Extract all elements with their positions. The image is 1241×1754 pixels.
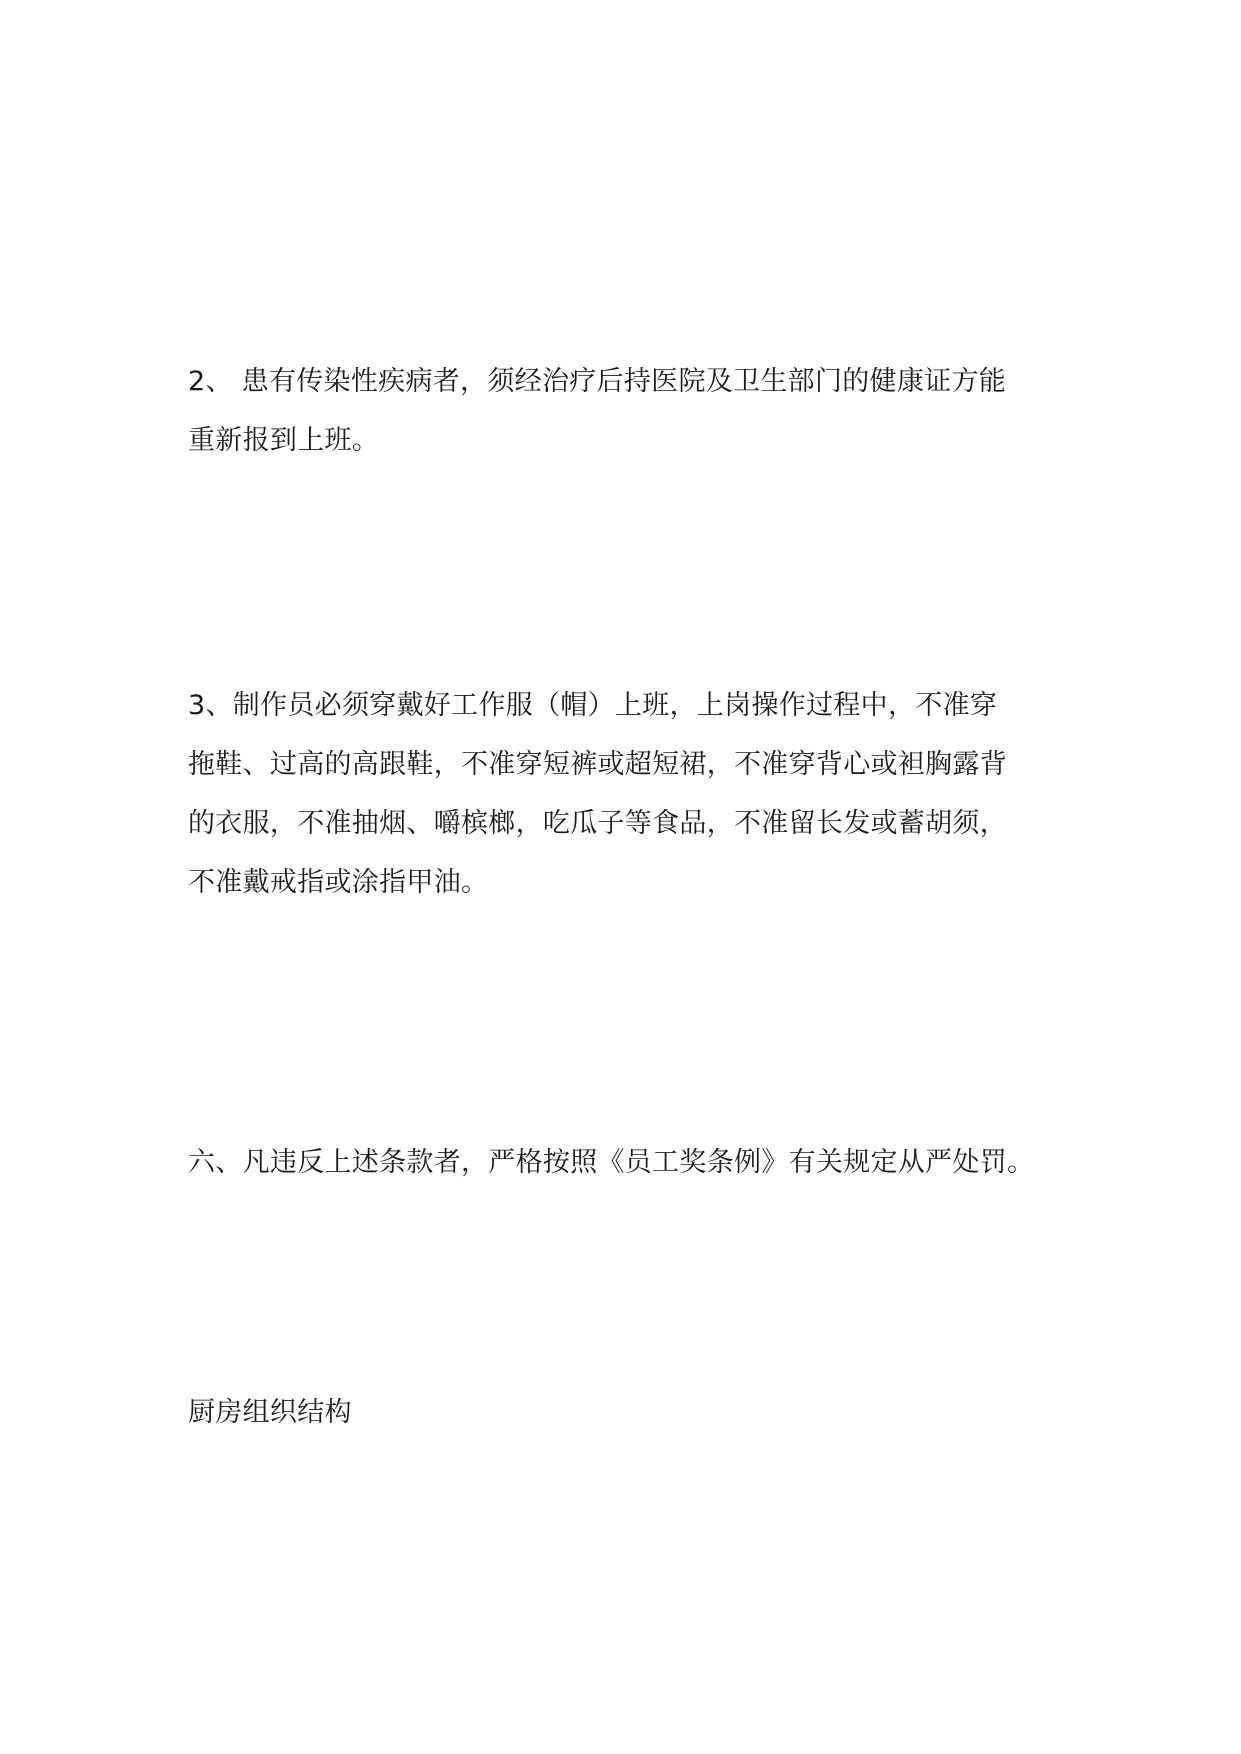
text-line: 3、制作员必须穿戴好工作服（帽）上班，上岗操作过程中，不准穿 bbox=[188, 690, 998, 721]
section-heading-kitchen-structure bbox=[188, 1383, 1088, 1442]
paragraph-health-certificate bbox=[188, 352, 1088, 470]
text-line: 重新报到上班。 bbox=[188, 425, 380, 456]
paragraph-dress-code bbox=[188, 676, 1088, 912]
text-line: 六、凡违反上述条款者，严格按照《员工奖条例》有关规定从严处罚。 bbox=[188, 1147, 1035, 1178]
text-line: 不准戴戒指或涂指甲油。 bbox=[188, 867, 489, 898]
paragraph-penalty bbox=[188, 1133, 1088, 1192]
text-line: 的衣服，不准抽烟、嚼槟榔，吃瓜子等食品，不准留长发或蓄胡须， bbox=[188, 808, 1007, 839]
text-line: 厨房组织结构 bbox=[188, 1397, 352, 1428]
text-line: 拖鞋、过高的高跟鞋，不准穿短裤或超短裙，不准穿背心或袒胸露背 bbox=[188, 749, 1007, 780]
text-line: 2、 患有传染性疾病者，须经治疗后持医院及卫生部门的健康证方能 bbox=[188, 366, 1007, 397]
